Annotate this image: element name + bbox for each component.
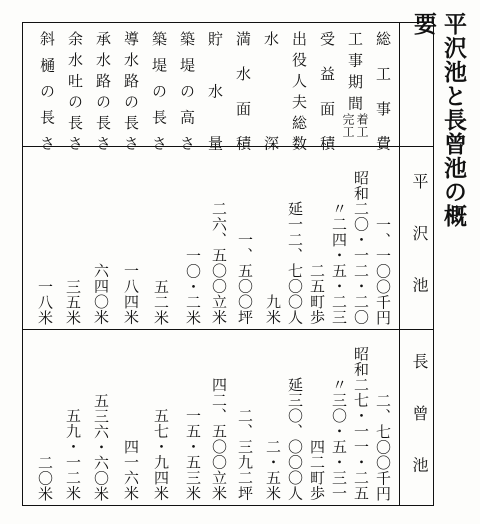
column-header-hirasawa: 平 沢 池 bbox=[410, 173, 429, 293]
row-label-slope-pipe-length: 斜樋の長さ bbox=[38, 31, 56, 151]
hirasawa-labor: 延一二、七〇〇人 bbox=[286, 201, 304, 325]
hirasawa-embankment-length: 五二米 bbox=[152, 278, 170, 325]
hirasawa-storage: 二六、五〇〇立米 bbox=[210, 201, 228, 325]
nagaso-benefit-area: 四二町歩 bbox=[308, 439, 326, 501]
hirasawa-depth: 九米 bbox=[264, 294, 282, 325]
row-label-spillway-length: 余水吐の長さ bbox=[66, 31, 84, 151]
nagaso-labor: 延三〇、〇〇〇人 bbox=[286, 377, 304, 501]
nagaso-depth: 二・五米 bbox=[264, 439, 282, 501]
row-label-full-area: 満水面積 bbox=[234, 31, 252, 151]
nagaso-full-area: 二、三九二坪 bbox=[236, 408, 254, 501]
nagaso-channel-length: 五三六・六〇米 bbox=[92, 392, 110, 501]
column-header-divider bbox=[399, 23, 400, 505]
hirasawa-channel-length: 六四〇米 bbox=[92, 263, 110, 325]
overview-table bbox=[22, 22, 434, 506]
hirasawa-spillway-length: 三五米 bbox=[64, 278, 82, 325]
row-label-embankment-length: 築堤の長さ bbox=[150, 31, 168, 151]
row-label-total-cost: 総工事費 bbox=[374, 31, 392, 151]
row-label-period-end: 完工 bbox=[341, 113, 355, 138]
nagaso-total-cost: 二、七〇〇千円 bbox=[374, 392, 392, 501]
nagaso-storage: 四二、五〇〇立米 bbox=[210, 377, 228, 501]
row-label-embankment-height: 築堤の高さ bbox=[178, 31, 196, 151]
row-label-channel-length: 承水路の長さ bbox=[94, 31, 112, 151]
nagaso-period-start: 昭和二七・一一・二五 bbox=[352, 346, 370, 501]
hirasawa-benefit-area: 二五町歩 bbox=[308, 263, 326, 325]
nagaso-intake-length: 四一六米 bbox=[122, 439, 140, 501]
row-label-period-start: 着工 bbox=[355, 113, 369, 138]
hirasawa-period-start: 昭和二〇・一二・二〇 bbox=[352, 170, 370, 325]
nagaso-embankment-height: 一五・五三米 bbox=[184, 408, 202, 501]
row-label-period: 工事期間 bbox=[346, 31, 364, 111]
row-label-labor: 出役人夫総数 bbox=[290, 31, 308, 151]
nagaso-embankment-length: 五七・九四米 bbox=[152, 408, 170, 501]
table-title: 平沢池と長曾池の概要 bbox=[410, 12, 466, 228]
column-header-nagaso: 長 曾 池 bbox=[410, 353, 429, 473]
hirasawa-total-cost: 一、一〇〇千円 bbox=[374, 216, 392, 325]
row-label-benefit-area: 受益面積 bbox=[318, 31, 336, 151]
row-label-intake-length: 導水路の長さ bbox=[122, 31, 140, 151]
hirasawa-embankment-height: 一〇・二米 bbox=[184, 247, 202, 325]
nagaso-spillway-length: 五九・一二米 bbox=[64, 408, 82, 501]
section-divider bbox=[23, 329, 433, 330]
hirasawa-slope-pipe-length: 一八米 bbox=[36, 278, 54, 325]
row-label-depth: 水 深 bbox=[262, 31, 280, 151]
nagaso-period-end: 〃三〇・五・三一 bbox=[330, 377, 348, 501]
hirasawa-full-area: 一、五〇〇坪 bbox=[236, 232, 254, 325]
row-label-storage: 貯水量 bbox=[206, 31, 224, 151]
hirasawa-intake-length: 一八四米 bbox=[122, 263, 140, 325]
hirasawa-period-end: 〃二四・五・二三 bbox=[330, 201, 348, 325]
nagaso-slope-pipe-length: 二〇米 bbox=[36, 454, 54, 501]
